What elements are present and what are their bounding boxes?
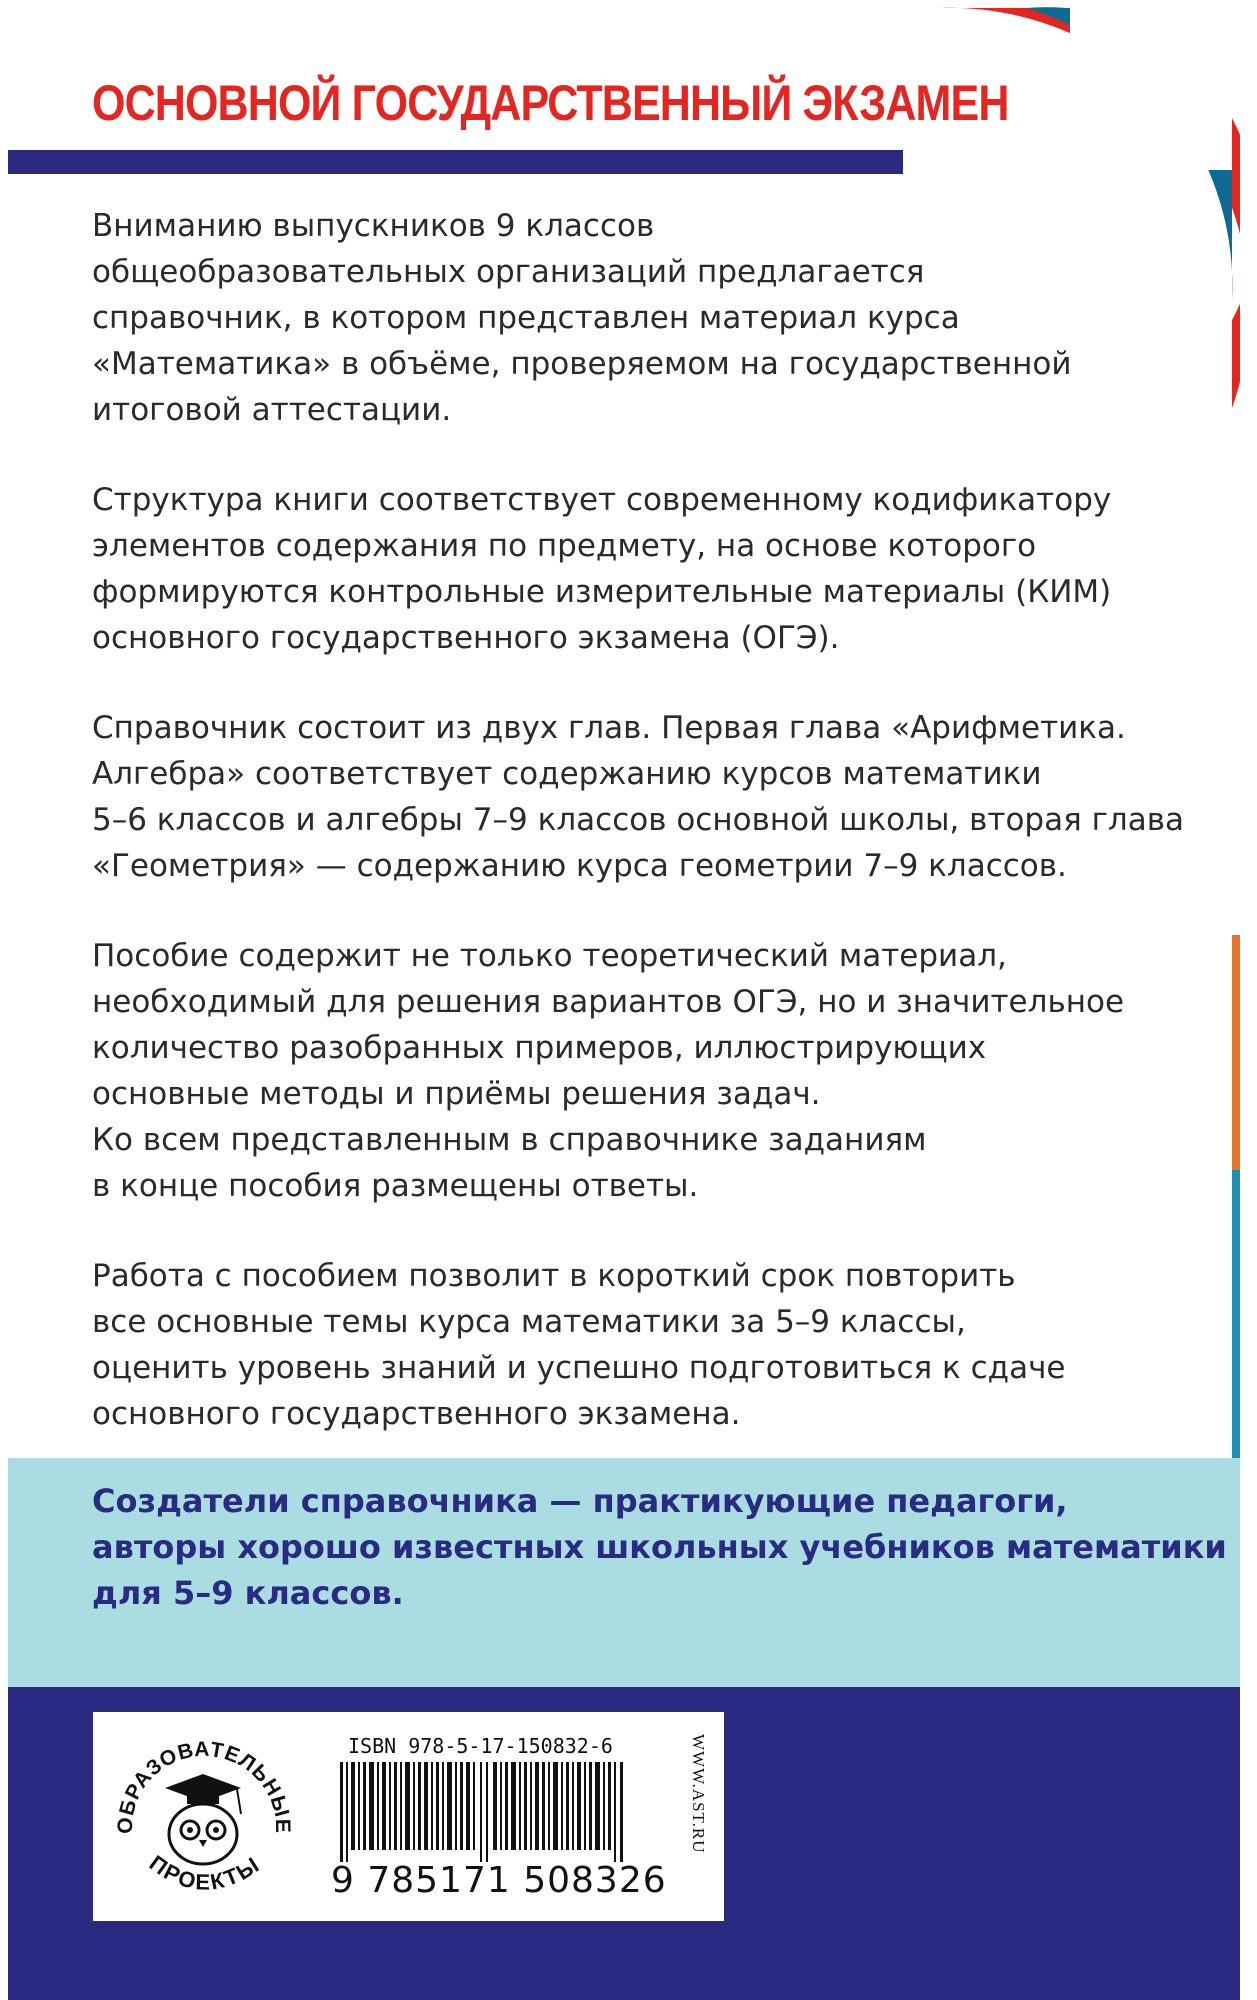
barcode-icon	[338, 1762, 668, 1862]
logo-top-text: ОБРАЗОВАТЕЛЬНЫЕ	[113, 1737, 295, 1835]
svg-text:ПРОЕКТЫ	[145, 1850, 265, 1895]
website-text: WWW.AST.RU	[689, 1734, 708, 1854]
paragraph: Пособие содержит не только теоретический материал, необходимый для решения вариантов ОГЭ, но и значительное количество разобранных примеров, иллюстрирующих основные методы и приёмы решения задач. Ко всем представленным в справочнике заданиям в конце пособия размещены ответы.	[92, 938, 1125, 1204]
description-text	[92, 203, 1232, 1481]
page-title: ОСНОВНОЙ ГОСУДАРСТВЕННЫЙ ЭКЗАМЕН	[92, 75, 1009, 131]
isbn-text: ISBN 978-5-17-150832-6	[348, 1734, 613, 1758]
blue-edge-stripe	[1232, 1170, 1240, 1460]
paragraph: Справочник состоит из двух глав. Первая глава «Арифметика. Алгебра» соответствует содержанию курсов математики 5–6 классов и алгебры 7–9 классов основной школы, вторая глава «Геометрия» — содержанию курса геометрии 7–9 классов.	[92, 710, 1184, 884]
footer-band	[8, 1687, 1240, 2000]
publisher-logo	[103, 1722, 303, 1912]
paragraph: Вниманию выпускников 9 классов общеобразовательных организаций предлагается справочник, в котором представлен материал курса «Математика» в объёме, проверяемом на государственной итоговой аттестации.	[92, 208, 1072, 428]
barcode-panel	[93, 1712, 724, 1921]
owl-with-graduation-cap-icon	[165, 1774, 241, 1864]
barcode-number: 9 785171 508326	[331, 1860, 667, 1901]
paragraph: Работа с пособием позволит в короткий срок повторить все основные темы курса математики за 5–9 классы, оценить уровень знаний и успешно подготовиться к сдаче основного государственного экзамена.	[92, 1258, 1066, 1432]
website-vertical	[685, 1730, 715, 1910]
orange-edge-stripe	[1232, 935, 1240, 1170]
title-underline-bar	[8, 150, 903, 174]
authors-callout	[8, 1458, 1240, 1687]
logo-bottom-text: ПРОЕКТЫ	[144, 1850, 265, 1895]
paragraph: Структура книги соответствует современному кодификатору элементов содержания по предмету, на основе которого формируются контрольные измерительные материалы (КИМ) основного государственного экзамена (ОГЭ).	[92, 482, 1112, 656]
callout-text: Создатели справочника — практикующие педагоги, авторы хорошо известных школьных учебников математики для 5–9 классов.	[92, 1482, 1227, 1612]
